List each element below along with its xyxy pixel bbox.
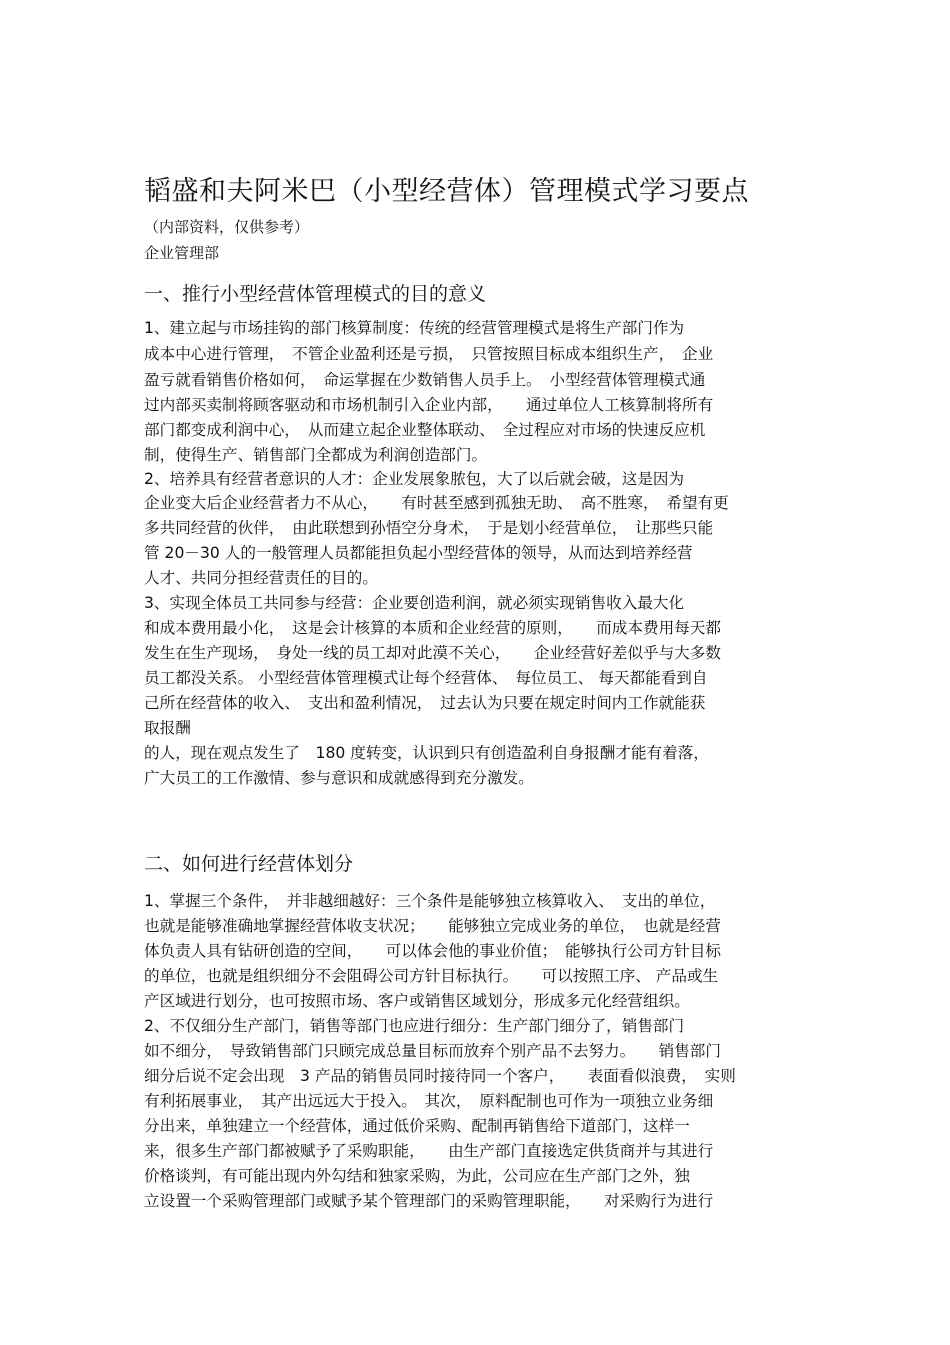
paragraph-line: 部门都变成利润中心， 从而建立起企业整体联动、 全过程应对市场的快速反应机 <box>144 421 706 439</box>
paragraph-line: 管 20－30 人的一般管理人员都能担负起小型经营体的领导，从而达到培养经营 <box>144 544 693 562</box>
section-1-heading: 一、推行小型经营体管理模式的目的意义 <box>144 283 487 305</box>
paragraph-line: 3、实现全体员工共同参与经营：企业要创造利润，就必须实现销售收入最大化 <box>144 594 685 612</box>
paragraph-line: 产区域进行划分，也可按照市场、客户或销售区域划分，形成多元化经营组织。 <box>144 992 690 1010</box>
paragraph-line: 多共同经营的伙伴， 由此联想到孙悟空分身术， 于是划小经营单位， 让那些只能 <box>144 519 714 537</box>
document-subtitle: （内部资料，仅供参考） <box>144 218 310 236</box>
paragraph-line: 1、掌握三个条件， 并非越细越好：三个条件是能够独立核算收入、 支出的单位， <box>144 892 716 910</box>
document-title: 韬盛和夫阿米巴（小型经营体）管理模式学习要点 <box>144 176 749 207</box>
paragraph-line: 分出来，单独建立一个经营体，通过低价采购、配制再销售给下道部门，这样一 <box>144 1117 690 1135</box>
paragraph-line: 人才、共同分担经营责任的目的。 <box>144 569 378 587</box>
paragraph-line: 企业变大后企业经营者力不从心， 有时甚至感到孤独无助、 高不胜寒， 希望有更 <box>144 494 729 512</box>
paragraph-line: 价格谈判，有可能出现内外勾结和独家采购，为此，公司应在生产部门之外，独 <box>144 1167 690 1185</box>
paragraph-line: 也就是能够准确地掌握经营体收支状况； 能够独立完成业务的单位， 也就是经营 <box>144 917 721 935</box>
paragraph-line: 的人，现在观点发生了 180 度转变，认识到只有创造盈利自身报酬才能有着落， <box>144 744 709 762</box>
paragraph-line: 1、建立起与市场挂钩的部门核算制度：传统的经营管理模式是将生产部门作为 <box>144 319 685 337</box>
paragraph-line: 体负责人具有钻研创造的空间， 可以体会他的事业价值； 能够执行公司方针目标 <box>144 942 721 960</box>
paragraph-line: 的单位，也就是组织细分不会阻碍公司方针目标执行。 可以按照工序、 产品或生 <box>144 967 719 985</box>
paragraph-line: 成本中心进行管理， 不管企业盈利还是亏损， 只管按照目标成本组织生产， 企业 <box>144 345 714 363</box>
paragraph-line: 来，很多生产部门都被赋予了采购职能， 由生产部门直接选定供货商并与其进行 <box>144 1142 714 1160</box>
paragraph-line: 盈亏就看销售价格如何， 命运掌握在少数销售人员手上。 小型经营体管理模式通 <box>144 371 706 389</box>
paragraph-line: 发生在生产现场， 身处一线的员工却对此漠不关心， 企业经营好差似乎与大多数 <box>144 644 721 662</box>
paragraph-line: 制，使得生产、销售部门全都成为利润创造部门。 <box>144 446 488 464</box>
paragraph-line: 立设置一个采购管理部门或赋予某个管理部门的采购管理职能， 对采购行为进行 <box>144 1192 714 1210</box>
paragraph-line: 如不细分， 导致销售部门只顾完成总量目标而放弃个别产品不去努力。 销售部门 <box>144 1042 721 1060</box>
paragraph-line: 过内部买卖制将顾客驱动和市场机制引入企业内部， 通过单位人工核算制将所有 <box>144 396 714 414</box>
paragraph-line: 2、培养具有经营者意识的人才：企业发展象脓包，大了以后就会破，这是因为 <box>144 470 685 488</box>
paragraph-line: 2、不仅细分生产部门，销售等部门也应进行细分：生产部门细分了，销售部门 <box>144 1017 685 1035</box>
paragraph-line: 取报酬 <box>144 719 191 737</box>
section-2-heading: 二、如何进行经营体划分 <box>144 853 354 875</box>
paragraph-line: 有利拓展事业， 其产出远远大于投入。 其次， 原料配制也可作为一项独立业务细 <box>144 1092 714 1110</box>
paragraph-line: 和成本费用最小化， 这是会计核算的本质和企业经营的原则， 而成本费用每天都 <box>144 619 721 637</box>
paragraph-line: 员工都没关系。 小型经营体管理模式让每个经营体、 每位员工、 每天都能看到自 <box>144 669 708 687</box>
paragraph-line: 细分后说不定会出现 3 产品的销售员同时接待同一个客户， 表面看似浪费， 实则 <box>144 1067 736 1085</box>
document-department: 企业管理部 <box>144 244 220 262</box>
paragraph-line: 广大员工的工作激情、参与意识和成就感得到充分激发。 <box>144 769 534 787</box>
paragraph-line: 己所在经营体的收入、 支出和盈利情况， 过去认为只要在规定时间内工作就能获 <box>144 694 706 712</box>
